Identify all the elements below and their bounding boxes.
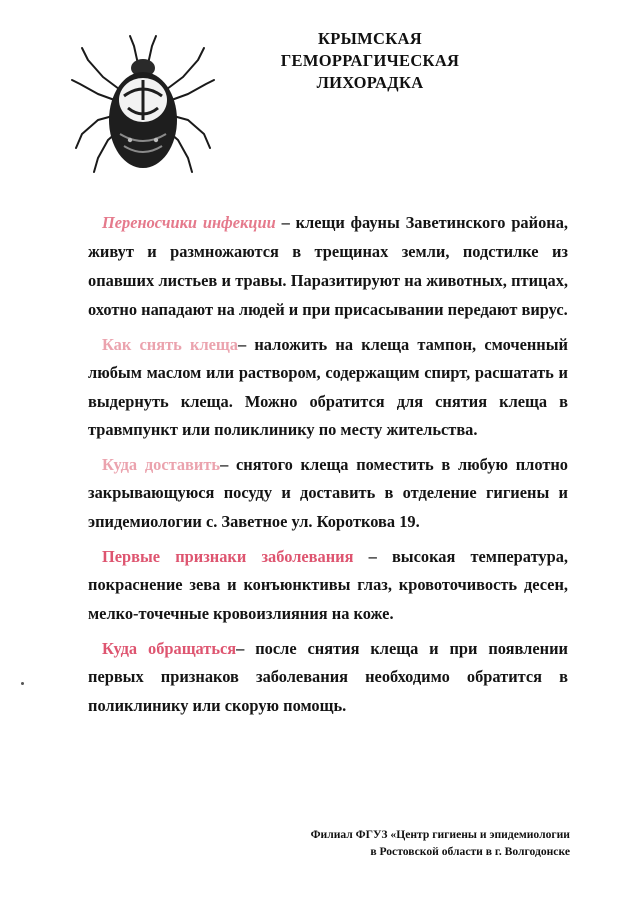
section-first-symptoms: [88, 543, 568, 628]
footer-line-2: в Ростовской области в г. Волгодонске: [370, 845, 570, 858]
section-text: – после снятия клеща и при появлении первых признаков заболевания необходимо обратится в поликлинику или скорую помощь.: [88, 638, 568, 715]
footer-line-1: Филиал ФГУЗ «Центр гигиены и эпидемиологии: [310, 828, 570, 841]
tick-icon: [68, 22, 218, 182]
section-heading: Переносчики инфекции: [102, 213, 276, 232]
section-where-apply: [88, 635, 568, 720]
section-heading: Первые признаки заболевания: [102, 547, 354, 567]
section-heading: Как снять клеща: [102, 335, 238, 354]
title-line-1: КРЫМСКАЯ: [318, 29, 422, 48]
title-line-2: ГЕМОРРАГИЧЕСКАЯ: [280, 51, 460, 70]
footer-organization: [270, 826, 570, 860]
section-text: – клещи фауны Заветинского района, живут и размножаются в трещинах земли, подстилке из опавших листьев и травы. Паразитируют на животных, птицах, охотно нападают на людей и при присасывании передают вирус.: [88, 213, 569, 319]
section-text: – снятого клеща поместить в любую плотно закрывающуюся посуду и доставить в отделение гигиены и эпидемиологии с. Заветное ул. Короткова 19.: [88, 455, 569, 531]
section-text: – высокая температура, покраснение зева и конъюнктивы глаз, кровоточивость десен, мелко-точечные кровоизлияния на коже.: [88, 547, 569, 623]
section-text: – наложить на клеща тампон, смоченный любым маслом или раствором, содержащим спирт, расшатать и выдернуть клеща. Можно обратится для снятия клеща в травмпункт или поликлинику по месту жительства.: [88, 335, 568, 439]
title-line-3: ЛИХОРАДКА: [316, 73, 424, 92]
section-carriers: [88, 208, 568, 324]
section-remove-tick: [88, 331, 568, 444]
scan-speck: [21, 682, 24, 685]
section-heading: Куда доставить: [102, 455, 221, 475]
section-where-deliver: [88, 451, 568, 536]
section-heading: Куда обращаться: [102, 638, 237, 658]
page-title: [250, 28, 490, 94]
leaflet-body: [88, 208, 568, 727]
